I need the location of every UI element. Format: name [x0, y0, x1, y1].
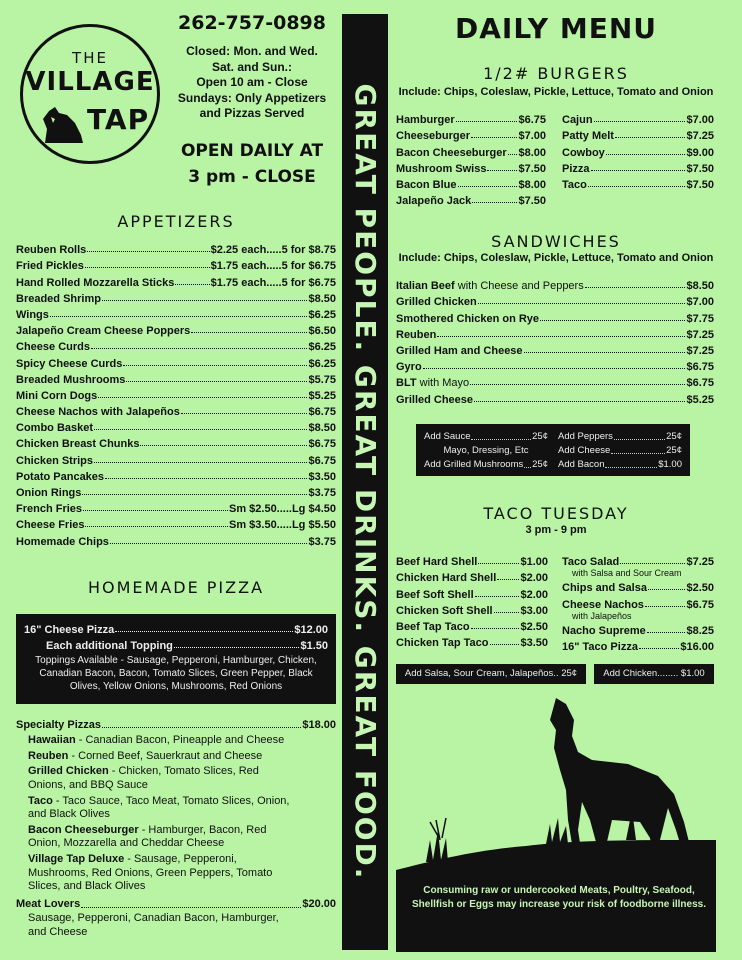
- menu-item: Taco $7.50: [562, 178, 714, 191]
- open-daily: [172, 138, 332, 190]
- menu-item: Mini Corn Dogs $5.25: [16, 389, 336, 402]
- specialty-item: Taco - Taco Sauce, Taco Meat, Tomato Slices, Onion, and Black Olives: [28, 794, 290, 821]
- menu-item: Cheese Fries Sm $3.50.....Lg $5.50: [16, 519, 336, 532]
- addon-item: Add Sauce 25¢: [424, 431, 548, 442]
- menu-item: Chips and Salsa $2.50: [562, 582, 714, 595]
- taco-left: [396, 552, 548, 649]
- menu-item: Jalapeño Cream Cheese Poppers $6.50: [16, 325, 336, 338]
- taco-title: TACO TUESDAY: [483, 504, 629, 523]
- addons-right: [558, 430, 682, 470]
- hours-line: Closed: Mon. and Wed.: [186, 44, 318, 58]
- menu-item: Each additional Topping $1.50: [46, 640, 328, 653]
- menu-item: Beef Tap Taco $2.50: [396, 620, 548, 633]
- specialty-list: [16, 734, 298, 894]
- sandwiches-list: [396, 276, 714, 406]
- menu-item: Reuben Rolls $2.25 each.....5 for $8.75: [16, 244, 336, 257]
- open-line-2: 3 pm - CLOSE: [188, 167, 316, 187]
- addons-left: [424, 430, 548, 470]
- menu-item: Cowboy $9.00: [562, 146, 714, 159]
- burgers-right: [562, 110, 714, 191]
- sandwiches-include: Include: Chips, Coleslaw, Pickle, Lettuce, Tomato and Onion: [398, 252, 714, 264]
- menu-item: Chicken Tap Taco $3.50: [396, 637, 548, 650]
- menu-item: Patty Melt $7.25: [562, 130, 714, 143]
- logo-village: VILLAGE: [25, 67, 155, 97]
- addon-item: Add Grilled Mushrooms 25¢: [424, 459, 548, 470]
- menu-item: Taco Salad $7.25: [562, 556, 714, 569]
- specialty-pizzas: [16, 716, 336, 939]
- menu-item: Italian Beef with Cheese and Peppers $8.50: [396, 280, 714, 293]
- menu-item: BLT with Mayo $6.75: [396, 377, 714, 390]
- menu-item: Hand Rolled Mozzarella Sticks $1.75 each.....5 for $6.75: [16, 276, 336, 289]
- logo-tap: TAP: [87, 103, 150, 136]
- menu-item: Cheeseburger $7.00: [396, 130, 546, 143]
- menu-item: Cheese Nachos $6.75: [562, 598, 714, 611]
- specialty-item: Bacon Cheeseburger - Hamburger, Bacon, Red Onion, Mozzarella and Cheddar Cheese: [28, 823, 267, 850]
- taco-addon-left: Add Salsa, Sour Cream, Jalapeños.. 25¢: [396, 664, 586, 684]
- addon-item: Add Peppers 25¢: [558, 431, 682, 442]
- menu-item: Beef Soft Shell $2.00: [396, 588, 548, 601]
- menu-item: Cheese Nachos with Jalapeños $6.75: [16, 406, 336, 419]
- menu-item: Chicken Hard Shell $2.00: [396, 572, 548, 585]
- hours-line: Open 10 am - Close: [196, 75, 308, 89]
- menu-item: Breaded Mushrooms $5.75: [16, 373, 336, 386]
- tagline: GREAT PEOPLE. GREAT DRINKS. GREAT FOOD.: [349, 83, 382, 881]
- menu-item: Nacho Supreme $8.25: [562, 624, 714, 637]
- menu-item: Onion Rings $3.75: [16, 487, 336, 499]
- daily-menu-title: DAILY MENU: [455, 12, 657, 45]
- taco-hours: 3 pm - 9 pm: [525, 524, 587, 536]
- menu-item: Beef Hard Shell $1.00: [396, 556, 548, 569]
- appetizers-list: [16, 240, 336, 548]
- burgers-include: Include: Chips, Coleslaw, Pickle, Lettuce, Tomato and Onion: [398, 86, 714, 98]
- item-note: with Jalapeños: [572, 610, 632, 621]
- menu-item: Reuben $7.25: [396, 328, 714, 341]
- menu-item: Smothered Chicken on Rye $7.75: [396, 312, 714, 325]
- menu-item: Potato Pancakes $3.50: [16, 470, 336, 483]
- menu-item: Specialty Pizzas $18.00: [16, 718, 336, 731]
- burgers-title: 1/2# BURGERS: [483, 64, 629, 83]
- menu-item: Chicken Soft Shell $3.00: [396, 604, 548, 617]
- tagline-band: [342, 14, 388, 950]
- taco-right: [562, 552, 714, 653]
- specialty-item: Grilled Chicken - Chicken, Tomato Slices, Red Onions, and BBQ Sauce: [28, 765, 259, 791]
- addon-item: Mayo, Dressing, Etc: [443, 445, 529, 456]
- burgers-left: [396, 110, 546, 207]
- pizza-title: HOMEMADE PIZZA: [87, 578, 265, 597]
- menu-item: Hamburger $6.75: [396, 114, 546, 127]
- phone-number: 262-757-0898: [178, 12, 326, 34]
- appetizers-title: APPETIZERS: [117, 212, 235, 231]
- menu-item: Grilled Cheese $5.25: [396, 393, 714, 406]
- menu-item: Bacon Blue $8.00: [396, 178, 546, 191]
- specialty-item: Reuben - Corned Beef, Sauerkraut and Cheese: [28, 749, 263, 762]
- specialty-item: Village Tap Deluxe - Sausage, Pepperoni, Mushrooms, Red Onions, Green Peppers, Tomato Slices, and Black Olives: [28, 852, 273, 893]
- howling-wolf-illustration: [396, 690, 716, 952]
- menu-item: Breaded Shrimp $8.50: [16, 292, 336, 305]
- addon-item: Add Cheese 25¢: [558, 445, 682, 456]
- menu-item: Meat Lovers $20.00: [16, 898, 336, 911]
- menu-item: 16" Taco Pizza $16.00: [562, 640, 714, 653]
- wolf-logo-icon: [41, 105, 85, 145]
- menu-item: Fried Pickles $1.75 each.....5 for $6.75: [16, 260, 336, 273]
- menu-item: French Fries Sm $2.50.....Lg $4.50: [16, 503, 336, 516]
- menu-item: Spicy Cheese Curds $6.25: [16, 357, 336, 370]
- toppings-list: Toppings Available - Sausage, Pepperoni, Hamburger, Chicken, Canadian Bacon, Bacon, Tomato Slices, Green Pepper, Black Olives, Yellow Onions, Mushrooms, Red Onions: [35, 655, 317, 693]
- hours-line: Sundays: Only Appetizers: [177, 90, 327, 105]
- logo-the: THE: [72, 49, 108, 67]
- hours-line: and Pizzas Served: [199, 106, 305, 120]
- specialty-item: Hawaiian - Canadian Bacon, Pineapple and Cheese: [28, 734, 285, 747]
- menu-item: Cajun $7.00: [562, 114, 714, 127]
- menu-item: Cheese Curds $6.25: [16, 341, 336, 354]
- menu-item: Combo Basket $8.50: [16, 422, 336, 435]
- menu-item: 16" Cheese Pizza $12.00: [24, 624, 328, 637]
- addon-item: Add Bacon $1.00: [558, 459, 682, 470]
- menu-item: Bacon Cheeseburger $8.00: [396, 146, 546, 159]
- menu-item: Mushroom Swiss $7.50: [396, 162, 546, 175]
- menu-item: Grilled Ham and Cheese $7.25: [396, 344, 714, 357]
- menu-item: Wings $6.25: [16, 308, 336, 321]
- pizza-box: [16, 614, 336, 704]
- menu-item: Grilled Chicken $7.00: [396, 296, 714, 309]
- menu-item: Chicken Strips $6.75: [16, 454, 336, 467]
- hours-line: Sat. and Sun.:: [211, 59, 292, 74]
- food-safety-warning: Consuming raw or undercooked Meats, Poultry, Seafood, Shellfish or Eggs may increase your risk of foodborne illness.: [412, 885, 706, 910]
- item-note: with Salsa and Sour Cream: [572, 568, 682, 579]
- menu-item: Gyro $6.75: [396, 361, 714, 374]
- sandwiches-title: SANDWICHES: [491, 232, 621, 251]
- menu-item: Pizza $7.50: [562, 162, 714, 175]
- open-line-1: OPEN DAILY AT: [180, 141, 324, 161]
- sandwich-addons: [416, 424, 690, 476]
- hours-block: [172, 44, 332, 122]
- menu-item: Chicken Breast Chunks $6.75: [16, 438, 336, 451]
- taco-addon-right: Add Chicken........ $1.00: [594, 664, 714, 684]
- menu-item: Jalapeño Jack $7.50: [396, 195, 546, 208]
- menu-item: Homemade Chips $3.75: [16, 535, 336, 548]
- meat-lovers-desc: Sausage, Pepperoni, Canadian Bacon, Hamburger, and Cheese: [28, 911, 279, 938]
- logo: [20, 24, 160, 164]
